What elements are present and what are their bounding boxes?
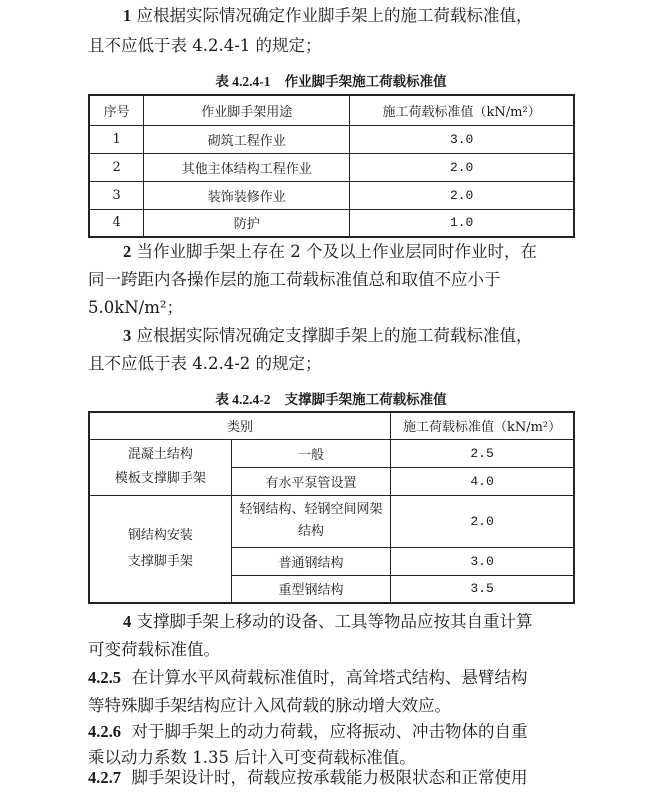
paragraph-2 bbox=[88, 238, 608, 266]
table-cell: 有水平泵管设置 bbox=[231, 467, 390, 495]
paragraph-2-continued bbox=[88, 266, 608, 294]
header-cell: 施工荷载标准值（kN/m²） bbox=[350, 95, 574, 125]
paragraph-3 bbox=[88, 322, 608, 350]
table-cell: 其他主体结构工程作业 bbox=[144, 153, 350, 181]
table-cell: 一般 bbox=[231, 439, 390, 467]
table-number: 表 4.2.4-1 bbox=[215, 74, 271, 89]
table-row bbox=[89, 209, 574, 237]
cell-text: 轻钢结构、轻钢空间网架 bbox=[239, 502, 383, 517]
table-row bbox=[89, 125, 574, 153]
table-cell: 2.0 bbox=[391, 495, 574, 547]
table-header-row bbox=[89, 412, 574, 439]
item-number: 1 bbox=[123, 6, 132, 25]
clause-number: 4.2.6 bbox=[88, 722, 121, 741]
paragraph-text: 5.0kN/m²； bbox=[88, 298, 183, 317]
paragraph-2-continued bbox=[88, 294, 608, 322]
paragraph-text: 应根据实际情况确定支撑脚手架上的施工荷载标准值， bbox=[136, 326, 533, 345]
item-number: 4 bbox=[123, 612, 132, 631]
table-cell bbox=[231, 495, 390, 547]
header-cell: 序号 bbox=[89, 95, 144, 125]
table-cell: 1 bbox=[89, 125, 144, 153]
paragraph-text: 且不应低于表 4.2.4-2 的规定； bbox=[88, 354, 322, 373]
category-cell bbox=[89, 495, 231, 603]
clause-4-2-7 bbox=[88, 764, 608, 792]
clause-4-2-5 bbox=[88, 664, 608, 692]
table-row bbox=[89, 439, 574, 467]
clause-text: 在计算水平风荷载标准值时，高耸塔式结构、悬臂结构 bbox=[131, 668, 528, 687]
table-cell: 3.0 bbox=[391, 547, 574, 575]
item-number: 3 bbox=[123, 326, 132, 345]
table-cell: 砌筑工程作业 bbox=[144, 125, 350, 153]
table-cell: 防护 bbox=[144, 209, 350, 237]
header-cell: 作业脚手架用途 bbox=[144, 95, 350, 125]
table-row bbox=[89, 153, 574, 181]
item-number: 2 bbox=[123, 242, 132, 261]
table-row bbox=[89, 495, 574, 547]
paragraph-4-continued bbox=[88, 636, 608, 664]
table-cell: 3.5 bbox=[391, 575, 574, 603]
table-cell: 4.0 bbox=[391, 467, 574, 495]
clause-text: 等特殊脚手架结构应计入风荷载的脉动增大效应。 bbox=[88, 696, 451, 715]
table-1 bbox=[88, 94, 575, 238]
table-2-caption bbox=[0, 388, 662, 408]
table-2 bbox=[88, 411, 575, 604]
table-cell: 2 bbox=[89, 153, 144, 181]
category-text: 钢结构安装 bbox=[127, 527, 193, 543]
table-title: 作业脚手架施工荷载标准值 bbox=[284, 74, 447, 90]
paragraph-text: 应根据实际情况确定作业脚手架上的施工荷载标准值， bbox=[136, 6, 533, 25]
header-cell: 类别 bbox=[89, 412, 391, 439]
table-cell: 2.0 bbox=[350, 153, 574, 181]
table-cell: 普通钢结构 bbox=[231, 547, 390, 575]
paragraph-text: 可变荷载标准值。 bbox=[88, 640, 220, 659]
clause-text: 脚手架设计时，荷载应按承载能力极限状态和正常使用 bbox=[131, 768, 528, 787]
header-cell: 施工荷载标准值（kN/m²） bbox=[391, 412, 574, 439]
category-text: 混凝土结构 bbox=[127, 447, 193, 462]
clause-4-2-6 bbox=[88, 718, 608, 746]
cell-text: 结构 bbox=[297, 524, 324, 539]
paragraph-text: 且不应低于表 4.2.4-1 的规定； bbox=[88, 36, 322, 55]
table-header-row bbox=[89, 95, 574, 125]
paragraph-text: 当作业脚手架上存在 2 个及以上作业层同时作业时，在 bbox=[136, 242, 537, 261]
category-text: 模板支撑脚手架 bbox=[114, 471, 206, 486]
table-cell: 3.0 bbox=[350, 125, 574, 153]
table-row bbox=[89, 181, 574, 209]
table-number: 表 4.2.4-2 bbox=[215, 392, 271, 407]
table-cell: 1.0 bbox=[350, 209, 574, 237]
table-cell: 装饰装修作业 bbox=[144, 181, 350, 209]
clause-number: 4.2.5 bbox=[88, 668, 121, 687]
paragraph-text: 同一跨距内各操作层的施工荷载标准值总和取值不应小于 bbox=[88, 270, 501, 289]
paragraph-1-continued bbox=[88, 32, 608, 60]
table-title: 支撑脚手架施工荷载标准值 bbox=[284, 392, 447, 408]
table-cell: 3 bbox=[89, 181, 144, 209]
paragraph-1 bbox=[88, 2, 608, 30]
clause-text: 乘以动力系数 1.35 后计入可变荷载标准值。 bbox=[88, 748, 416, 767]
table-cell: 2.5 bbox=[391, 439, 574, 467]
table-cell: 4 bbox=[89, 209, 144, 237]
paragraph-4 bbox=[88, 608, 608, 636]
table-cell: 2.0 bbox=[350, 181, 574, 209]
clause-text: 对于脚手架上的动力荷载，应将振动、冲击物体的自重 bbox=[131, 722, 528, 741]
table-cell: 重型钢结构 bbox=[231, 575, 390, 603]
category-cell bbox=[89, 439, 231, 495]
clause-number: 4.2.7 bbox=[88, 768, 121, 787]
category-text: 支撑脚手架 bbox=[127, 553, 193, 569]
paragraph-text: 支撑脚手架上移动的设备、工具等物品应按其自重计算 bbox=[136, 612, 533, 631]
table-1-caption bbox=[0, 70, 662, 90]
paragraph-3-continued bbox=[88, 350, 608, 378]
clause-4-2-5-continued bbox=[88, 692, 608, 720]
